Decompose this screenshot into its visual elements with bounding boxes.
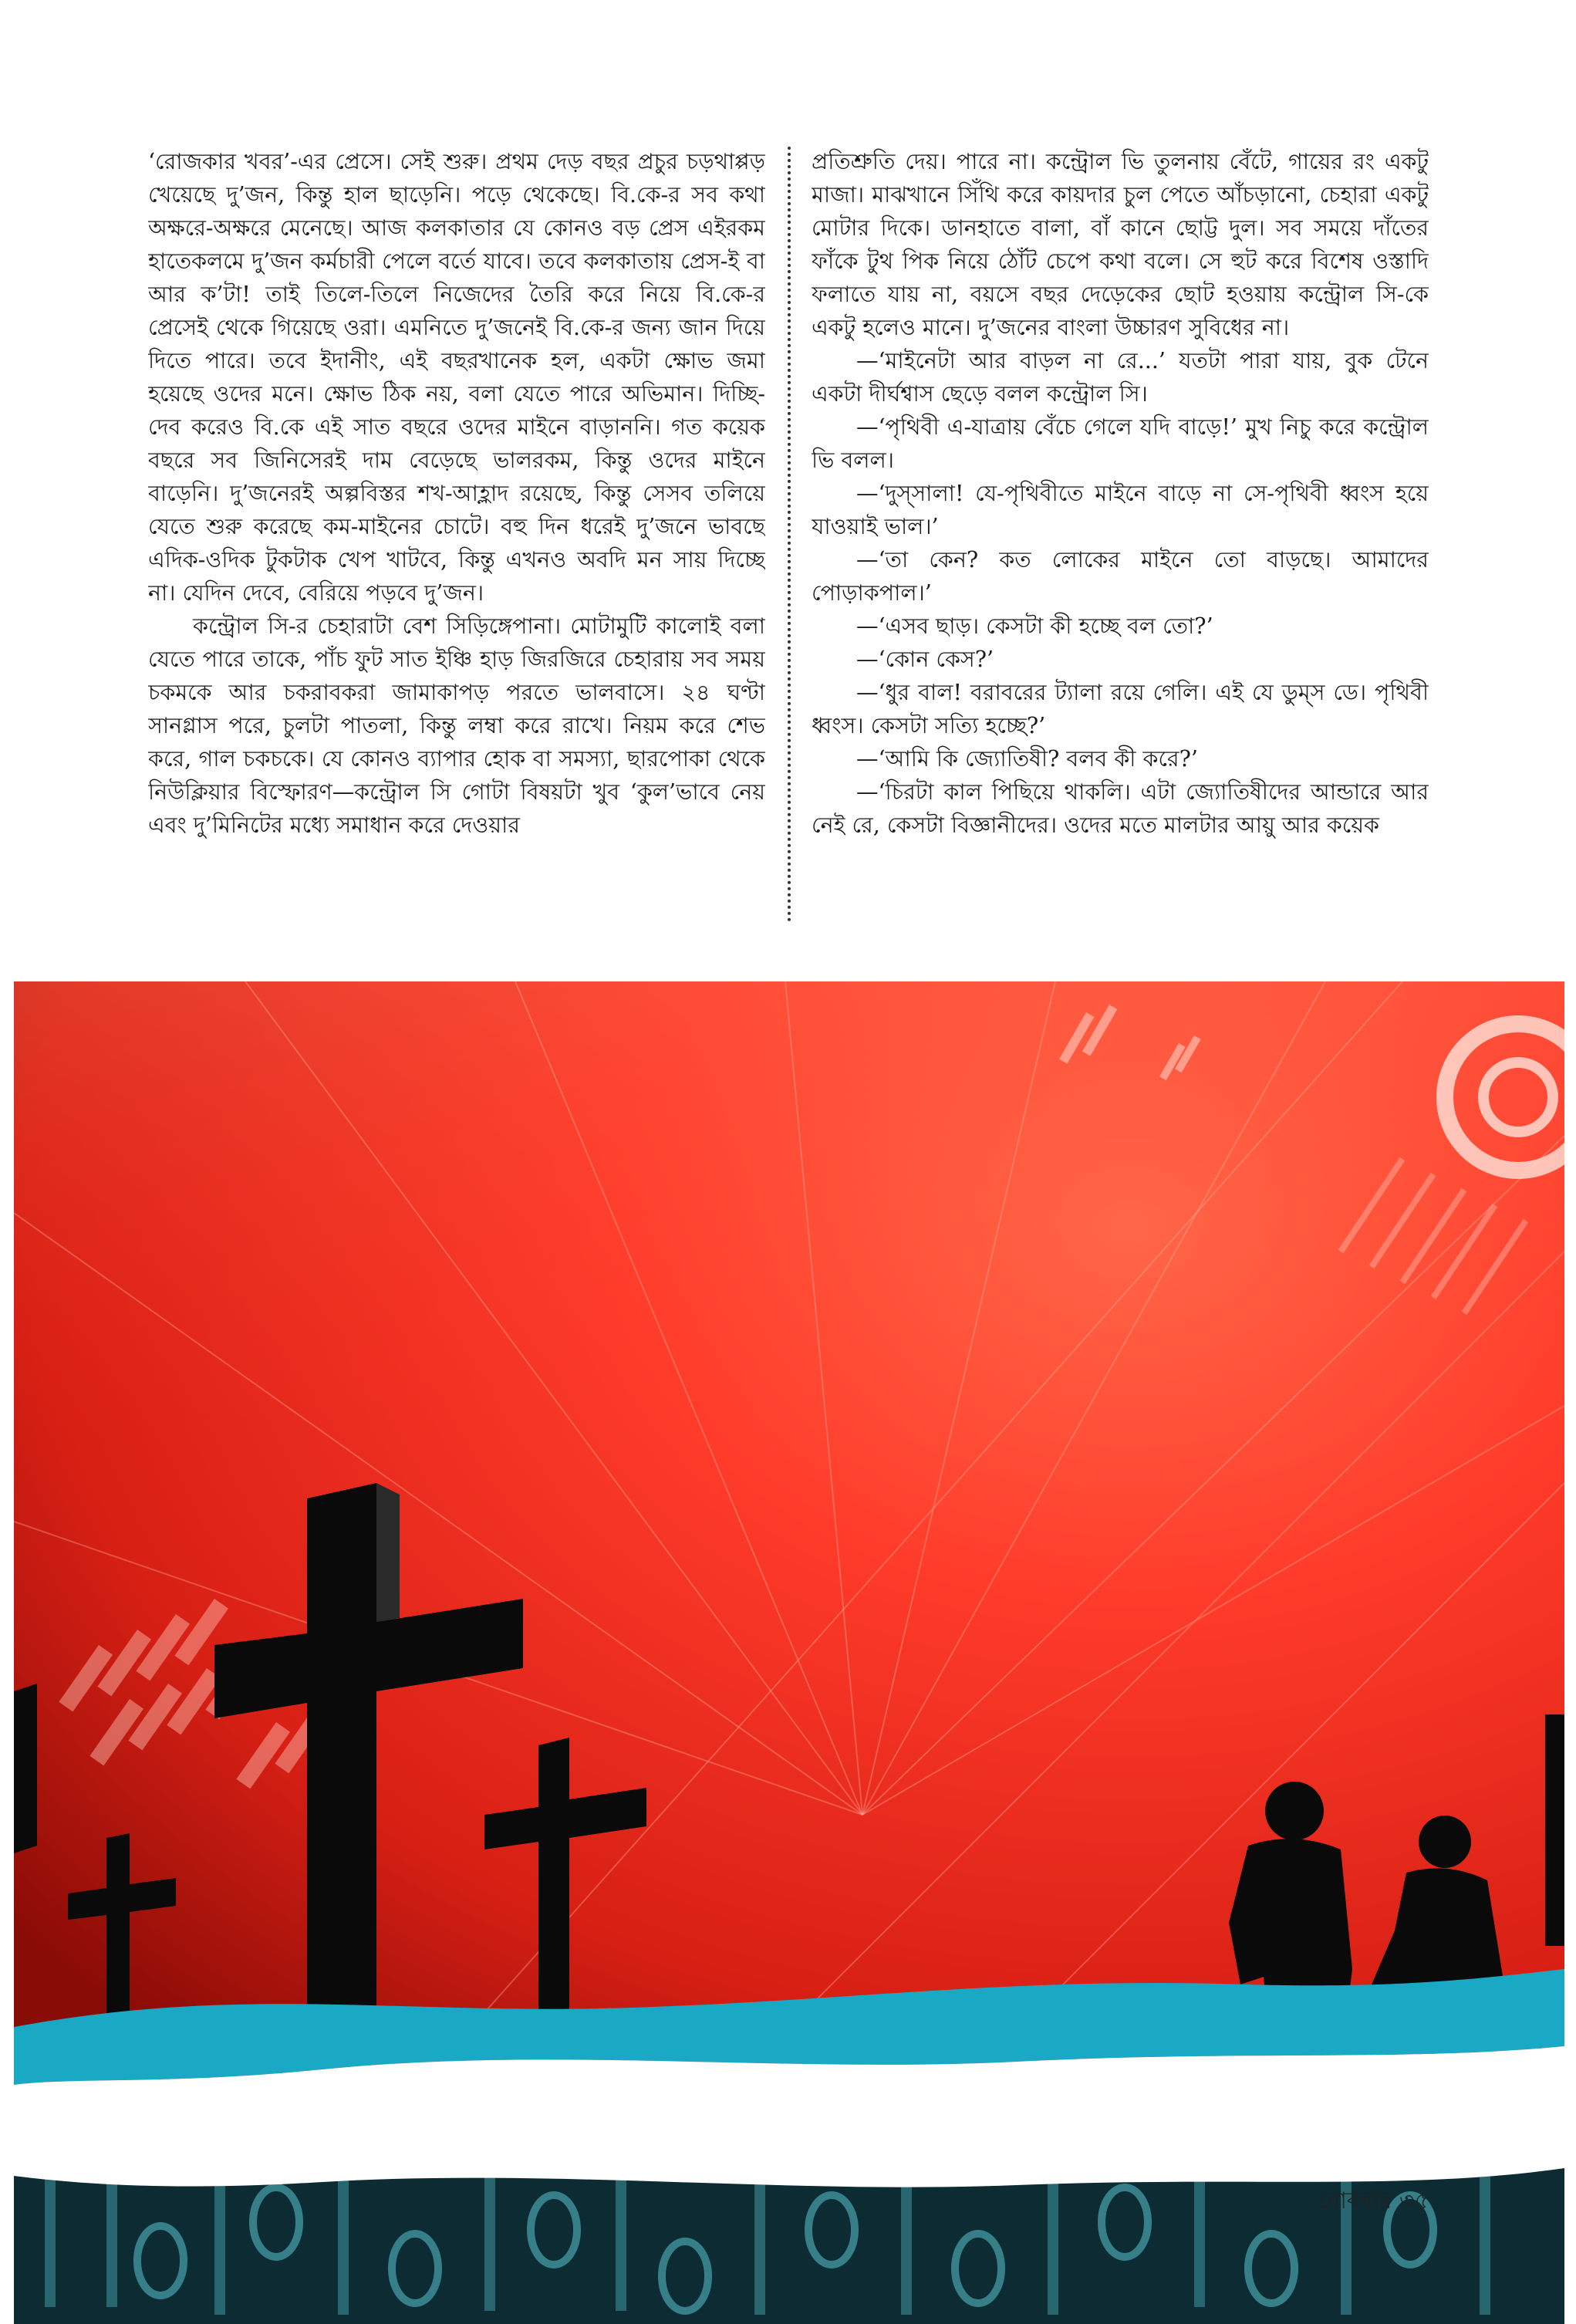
page-number-footer: রোববার ৩৫ — [1318, 2187, 1429, 2214]
paragraph: ‘রোজকার খবর’-এর প্রেসে। সেই শুরু। প্রথম দেড় বছর প্রচুর চড়থাপ্পড় খেয়েছে দু’জন, কিন্তু হাল ছাড়েনি। পড়ে থেকেছে। বি.কে-র সব কথা অক্ষরে-অক্ষরে মেনেছে। আজ কলকাতার যে কোনও বড় প্রেস এইরকম হাতেকলমে দু’জন কর্মচারী পেলে বর্তে যাবে। তবে কলকাতায় প্রেস-ই বা আর ক’টা! তাই তিলে-তিলে নিজেদের তৈরি করে নিয়ে বি.কে-র প্রেসেই থেকে গিয়েছে ওরা। এমনিতে দু’জনেই বি.কে-র জন্য জান দিয়ে দিতে পারে। তবে ইদানীং, এই বছরখানেক হল, একটা ক্ষোভ জমা হয়েছে ওদের মনে। ক্ষোভ ঠিক নয়, বলা যেতে পারে অভিমান। দিচ্ছি-দেব করেও বি.কে এই সাত বছরে ওদের মাইনে বাড়াননি। গত কয়েক বছরে সব জিনিসেরই দাম বেড়েছে ভালরকম, কিন্তু ওদের মাইনে বাড়েনি। দু’জনেরই অল্পবিস্তর শখ-আহ্লাদ রয়েছে, কিন্তু সেসব তলিয়ে যেতে শুরু করেছে কম-মাইনের চোটে। বহু দিন ধরেই দু’জনে ভাবছে এদিক-ওদিক টুকটাক খেপ খাটবে, কিন্তু এখনও অবদি মন সায় দিচ্ছে না। যেদিন দেবে, বেরিয়ে পড়বে দু’জন। — [148, 149, 765, 606]
article-column-left — [148, 145, 765, 924]
dialogue-line: —‘চিরটা কাল পিছিয়ে থাকলি। এটা জ্যোতিষীদের আন্ডারে আর নেই রে, কেসটা বিজ্ঞানীদের। ওদের মতে মালটার আয়ু আর কয়েক — [812, 779, 1429, 838]
dialogue-line: —‘ধুর বাল! বরাবরের ট্যালা রয়ে গেলি। এই যে ডুম্‌স ডে। পৃথিবী ধ্বংস। কেসটা সত্যি হচ্ছে?’ — [812, 680, 1429, 738]
cross-edge — [14, 1684, 37, 1853]
column-divider — [788, 147, 791, 922]
binary-code-strip — [14, 2145, 1564, 2324]
dialogue-line: —‘তা কেন? কত লোকের মাইনে তো বাড়ছে। আমাদের পোড়াকপাল।’ — [812, 547, 1429, 606]
dialogue-line: —‘আমি কি জ্যোতিষী? বলব কী করে?’ — [856, 746, 1198, 772]
dialogue-line: —‘পৃথিবী এ-যাত্রায় বেঁচে গেলে যদি বাড়ে!’ মুখ নিচু করে কন্ট্রোল ভি বলল। — [812, 414, 1429, 473]
white-wave-top — [14, 2145, 1564, 2187]
dialogue-line: —‘দুস্‌সালা! যে-পৃথিবীতে মাইনে বাড়ে না সে-পৃথিবী ধ্বংস হয়ে যাওয়াই ভাল।’ — [812, 481, 1429, 539]
illustration-doomsday-crosses — [14, 981, 1564, 2108]
article-column-right — [812, 145, 1429, 924]
dialogue-line: —‘কোন কেস?’ — [856, 647, 994, 672]
dialogue-line: —‘মাইনেটা আর বাড়ল না রে...’ যতটা পারা যায়, বুক টেনে একটা দীর্ঘশ্বাস ছেড়ে বলল কন্ট্রোল সি। — [812, 348, 1429, 407]
paragraph: কন্ট্রোল সি-র চেহারাটা বেশ সিড়িঙ্গেপানা। মোটামুটি কালোই বলা যেতে পারে তাকে, পাঁচ ফুট সাত ইঞ্চি হাড় জিরজিরে চেহারায় সব সময় চকমকে আর চকরাবকরা জামাকাপড় পরতে ভালবাসে। ২৪ ঘণ্টা সানগ্লাস পরে, চুলটা পাতলা, কিন্তু লম্বা করে রাখে। নিয়ম করে শেভ করে, গাল চকচকে। যে কোনও ব্যাপার হোক বা সমস্যা, ছারপোকা থেকে নিউক্লিয়ার বিস্ফোরণ—কন্ট্রোল সি গোটা বিষয়টা খুব ‘কুল’ভাবে নেয় এবং দু’মিনিটের মধ্যে সমাধান করে দেওয়ার — [148, 613, 765, 838]
paragraph: প্রতিশ্রুতি দেয়। পারে না। কন্ট্রোল ভি তুলনায় বেঁটে, গায়ের রং একটু মাজা। মাঝখানে সিঁথি করে কায়দার চুল পেতে আঁচড়ানো, চেহারা একটু মোটার দিকে। ডানহাতে বালা, বাঁ কানে ছোট্ট দুল। সব সময়ে দাঁতের ফাঁকে টুথ পিক নিয়ে ঠোঁট চেপে কথা বলে। সে হুট করে বিশেষ ওস্তাদি ফলাতে যায় না, বয়সে বছর দেড়েকের ছোট হওয়ায় কন্ট্রোল সি-কে একটু হলেও মানে। দু’জনের বাংলা উচ্চারণ সুবিধের না। — [812, 149, 1429, 340]
dialogue-line: —‘এসব ছাড়। কেসটা কী হচ্ছে বল তো?’ — [856, 613, 1213, 639]
